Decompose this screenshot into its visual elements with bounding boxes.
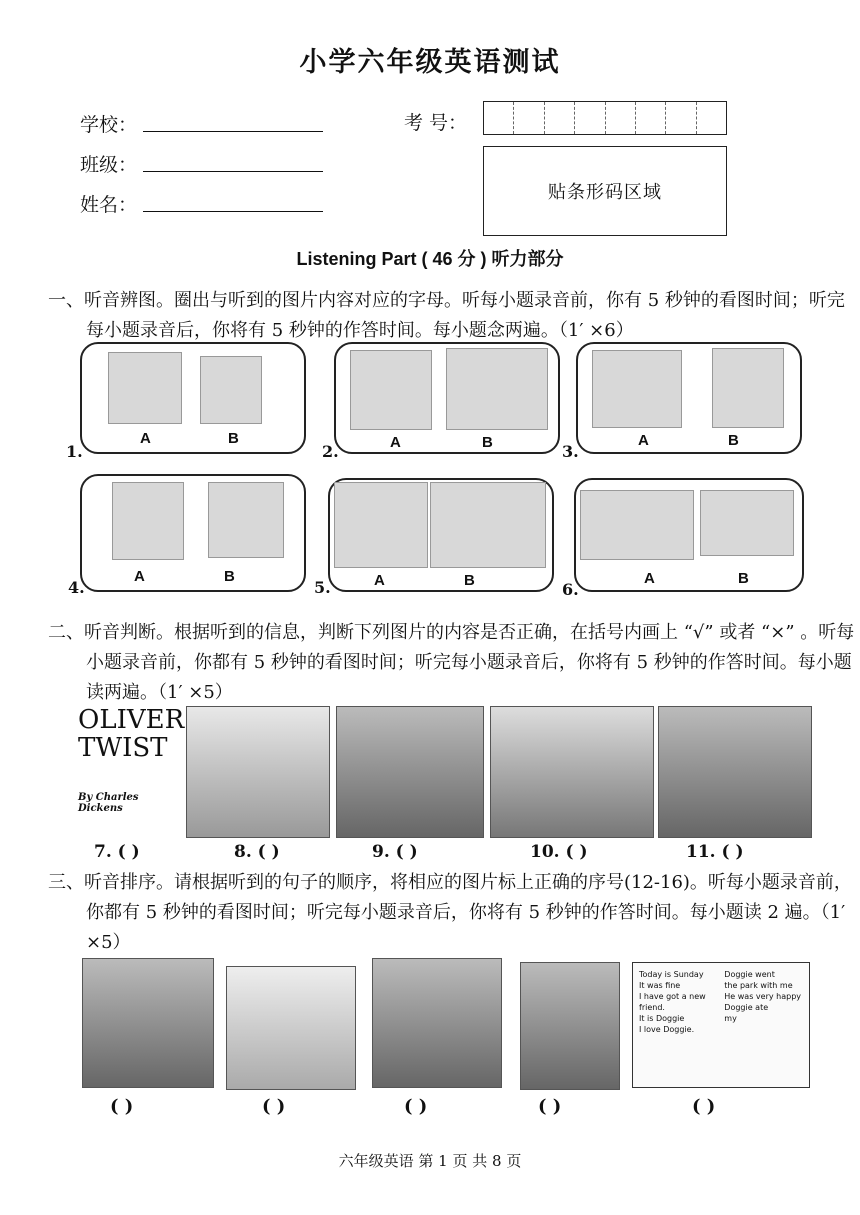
diary-page-image	[632, 962, 810, 1088]
q9-answer[interactable]: 9. ( )	[372, 842, 418, 862]
option-b[interactable]: B	[482, 434, 493, 451]
diary-line: Doggie went	[724, 970, 775, 979]
exam-number-boxes[interactable]	[483, 101, 727, 135]
book-title-line2: TWIST	[78, 733, 168, 763]
diary-line: I have got a new friend.	[639, 992, 706, 1012]
diary-line: He was very happy	[724, 992, 802, 1001]
school-field[interactable]	[143, 131, 323, 132]
q6-frame	[574, 478, 804, 592]
q16-answer[interactable]: ( )	[692, 1096, 716, 1117]
option-a[interactable]: A	[374, 572, 385, 589]
q11-answer[interactable]: 11. ( )	[686, 842, 744, 862]
harbour-bridge-image	[658, 706, 812, 838]
clown-image	[108, 352, 182, 424]
page-footer: 六年级英语 第 1 页 共 8 页	[338, 1152, 522, 1170]
q2-number: 2.	[322, 442, 339, 461]
section1-instruction: 一、听音辨图。圈出与听到的图片内容对应的字母。听每小题录音前，你有 5 秒钟的看图时间；听完每小题录音后，你将有 5 秒钟的作答时间。每小题念两遍。（1′ ×6）	[48, 290, 845, 341]
rabbit-sketch-image	[334, 482, 428, 568]
vegetables-a-image	[580, 490, 694, 560]
q10-answer[interactable]: 10. ( )	[530, 842, 588, 862]
vegetables-b-image	[700, 490, 794, 556]
coat-of-arms-image	[186, 706, 330, 838]
option-a[interactable]: A	[390, 434, 401, 451]
q6-number: 6.	[562, 580, 579, 599]
city-skyline-image	[336, 706, 484, 838]
q15-answer[interactable]: ( )	[538, 1096, 562, 1117]
name-field[interactable]	[143, 211, 323, 212]
woman-portrait-photo	[520, 962, 620, 1090]
oliver-twist-cover	[78, 705, 185, 836]
rice-scientist-photo	[372, 958, 502, 1088]
option-b[interactable]: B	[228, 430, 239, 447]
q7-answer[interactable]: 7. ( )	[94, 842, 140, 862]
river-scene-image	[430, 482, 546, 568]
q4-frame	[80, 474, 306, 592]
q2-frame	[334, 342, 560, 454]
q12-answer[interactable]: ( )	[110, 1096, 134, 1117]
option-a[interactable]: A	[140, 430, 151, 447]
option-a[interactable]: A	[644, 570, 655, 587]
option-b[interactable]: B	[738, 570, 749, 587]
exam-number-label: 考 号：	[404, 112, 468, 134]
sick-child-image	[112, 482, 184, 560]
option-a[interactable]: A	[638, 432, 649, 449]
option-a[interactable]: A	[134, 568, 145, 585]
q3-frame	[576, 342, 802, 454]
diary-line: the park with me	[724, 981, 793, 990]
option-b[interactable]: B	[224, 568, 235, 585]
section3-instruction: 三、听音排序。请根据听到的句子的顺序，将相应的图片标上正确的序号(12-16)。听每小题录音前，你都有 5 秒钟的看图时间；听完每小题录音后，你将有 5 秒钟的作答时间。每小题读 2 遍。（1′ ×5）	[48, 872, 852, 953]
horse-riders-image	[490, 706, 654, 838]
q1-number: 1.	[66, 442, 83, 461]
book-author: By Charles Dickens	[78, 792, 139, 814]
cyclists-image	[712, 348, 784, 428]
class-label: 班级：	[80, 154, 138, 176]
diary-line: It is Doggie	[639, 1014, 685, 1023]
diary-line: It was fine	[639, 981, 681, 990]
diary-line: Today is Sunday	[639, 970, 704, 979]
diary-line: I love Doggie.	[639, 1025, 695, 1034]
girl-writing-photo	[82, 958, 214, 1088]
q1-frame	[80, 342, 306, 454]
diary-line: Doggie ate	[724, 1003, 769, 1012]
q14-answer[interactable]: ( )	[404, 1096, 428, 1117]
dancer-image	[350, 350, 432, 430]
option-b[interactable]: B	[464, 572, 475, 589]
class-field[interactable]	[143, 171, 323, 172]
police-officer-image	[200, 356, 262, 424]
football-players-image	[592, 350, 682, 428]
diary-line: my	[724, 1014, 737, 1023]
gold-panning-image	[446, 348, 548, 430]
child-in-bed-image	[208, 482, 284, 558]
section2-instruction: 二、听音判断。根据听到的信息，判断下列图片的内容是否正确，在括号内画上 “√” 或者 “×” 。听每小题录音前，你都有 5 秒钟的看图时间；听完每小题录音后，你将有 5 秒钟的作答时间。每小题读两遍。（1′ ×5）	[48, 622, 855, 703]
book-title-line1: OLIVER	[78, 705, 185, 735]
option-b[interactable]: B	[728, 432, 739, 449]
name-label: 姓名：	[80, 194, 138, 216]
q4-number: 4.	[68, 578, 85, 597]
page-title: 小学六年级英语测试	[299, 47, 561, 78]
barcode-area: 贴条形码区域	[483, 146, 727, 236]
listening-part-title: Listening Part ( 46 分 ) 听力部分	[296, 249, 564, 269]
crosswalk-image	[226, 966, 356, 1090]
q5-frame	[328, 478, 554, 592]
q8-answer[interactable]: 8. ( )	[234, 842, 280, 862]
school-label: 学校：	[80, 114, 138, 136]
q3-number: 3.	[562, 442, 579, 461]
q5-number: 5.	[314, 578, 331, 597]
q13-answer[interactable]: ( )	[262, 1096, 286, 1117]
